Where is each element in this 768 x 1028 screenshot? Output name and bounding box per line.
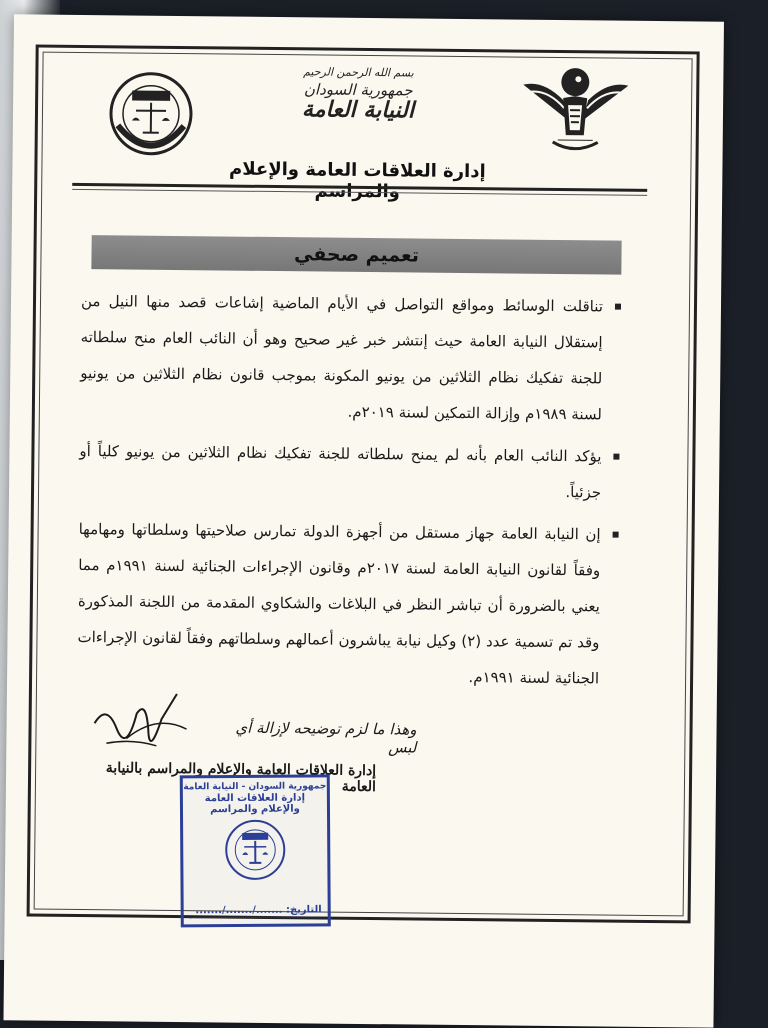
department-name: إدارة العلاقات العامة والإعلام (192, 158, 522, 203)
document-body (77, 283, 621, 703)
closing-statement: وهذا ما لزم توضيحه لإزالة أي لبس (206, 718, 416, 756)
letterhead (198, 64, 519, 124)
stamp-date-field: التاريخ: ......./......./....... (190, 904, 322, 918)
bullet-icon (615, 304, 621, 310)
paragraph: تناقلت الوسائط ومواقع التواصل في الأيام الماضية إشاعات قصد منها النيل من إستقلال النيابة العامة حيث إنتشر خبر غير صحيح وهو أن النائب العام منح سلطاته للجنة تفكيك نظام الثلاثين من يونيو المكونة بموجب قانون نظام الثلاثين من يونيو لسنة ١٩٨٩م وإزالة التمكين لسنة ٢٠١٩م. (80, 283, 621, 433)
issuing-department: إدارة العلاقات العامة والإعلام والمراسم بالنيابة العامة (76, 760, 376, 795)
stamp-line: جمهورية السودان - النيابة العامة (183, 781, 327, 793)
handwritten-signature-icon (86, 683, 197, 764)
country-name: جمهورية السودان (198, 79, 518, 100)
document-title: تعميم صحفي (91, 235, 621, 275)
official-stamp (180, 774, 331, 927)
document-sheet (3, 14, 723, 1027)
bullet-icon (613, 532, 619, 538)
paragraph: يؤكد النائب العام بأنه لم يمنح سلطاته للجنة تفكيك نظام الثلاثين من يونيو كلياً أو جزئياً. (79, 433, 620, 511)
public-prosecution-seal-icon (108, 70, 195, 157)
stamp-line: والإعلام والمراسم (183, 803, 327, 815)
stamp-seal-icon (224, 819, 286, 881)
paragraph: إن النيابة العامة جهاز مستقل من أجهزة الدولة تمارس صلاحيتها وسلطاتها ومهامها وفقاً لقانون النيابة العامة لسنة ٢٠١٧م وقانون الإجراءات الجنائية لسنة ١٩٩١م مما يعني بالضرورة أن تباشر النظر في البلاغات والشكاوي المقدمة من اللجنة المذكورة وقد تم تسمية عدد (٢) وكيل نيابة يباشرون أعمالهم وسلطاتهم وفقاً لقانون الإجراءات الجنائية لسنة ١٩٩١م. (77, 511, 619, 697)
bullet-icon (613, 454, 619, 460)
office-name: النيابة العامة (198, 95, 518, 124)
stamp-line: إدارة العلاقات العامة (183, 792, 327, 804)
sudan-emblem-icon (518, 60, 634, 161)
basmala: بسم الله الرحمن الرحيم (198, 64, 518, 80)
